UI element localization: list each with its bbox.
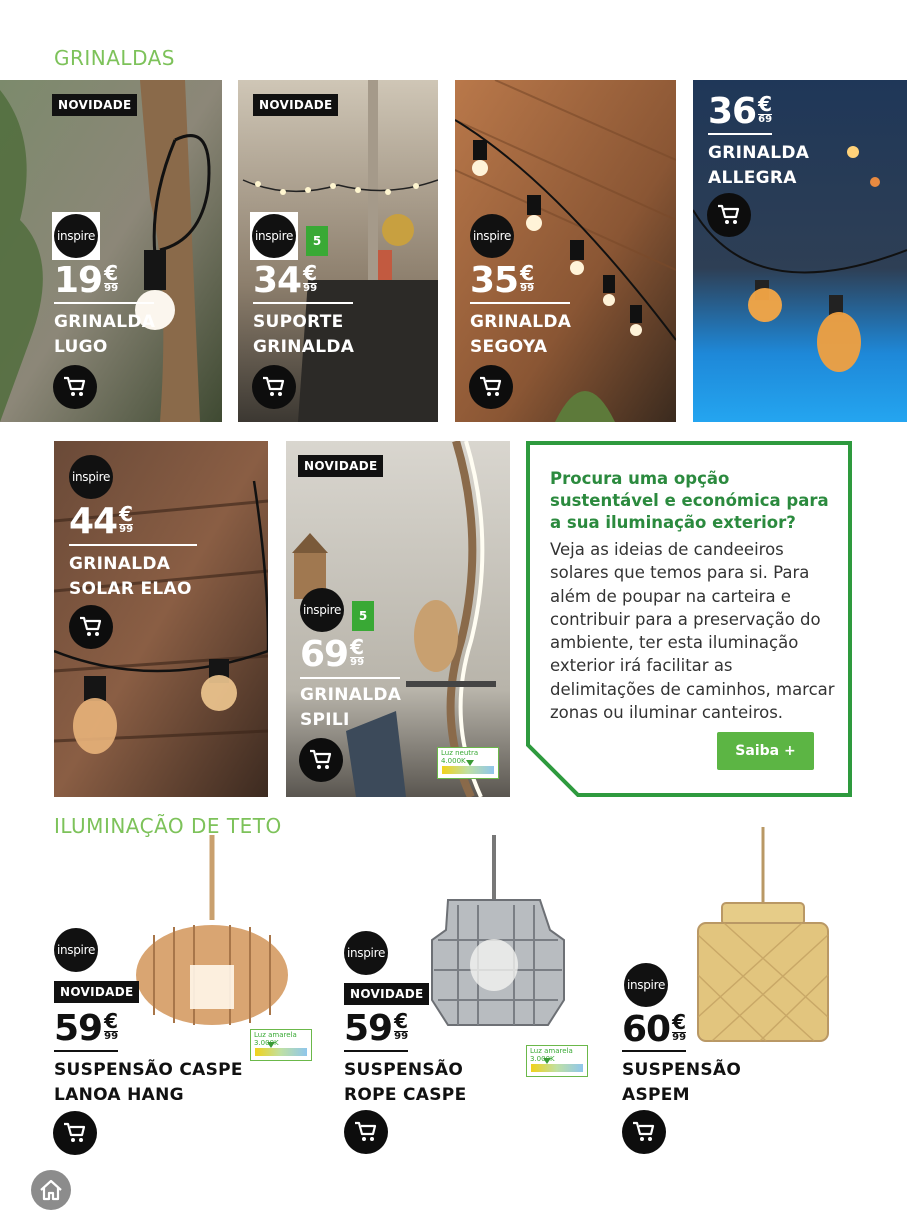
price-divider [344, 1050, 408, 1052]
product-card-lugo[interactable] [0, 80, 222, 422]
light-label-neutral: Luz neutra 4.000K [437, 747, 499, 779]
price-spili: 69 € 99 [300, 634, 365, 675]
product-name-caspe-lanoa: SUSPENSÃO CASPE LANOA HANG [54, 1060, 243, 1105]
product-photo-lugo [0, 80, 222, 422]
inspire-icon: inspire [54, 928, 98, 972]
add-to-cart-button-segoya[interactable] [469, 365, 513, 409]
inspire-logo [250, 212, 298, 260]
price-divider [622, 1050, 686, 1052]
inspire-icon: inspire [300, 588, 344, 632]
novidade-badge: NOVIDADE [54, 981, 139, 1003]
novidade-badge: NOVIDADE [253, 94, 338, 116]
product-card-aspem[interactable] [618, 825, 848, 1160]
inspire-icon: inspire [470, 214, 514, 258]
product-card-caspe-lanoa[interactable] [50, 835, 320, 1160]
novidade-badge: NOVIDADE [298, 455, 383, 477]
add-to-cart-button-allegra[interactable] [707, 193, 751, 237]
price-suporte: 34 € 99 [253, 260, 318, 301]
product-card-allegra[interactable] [693, 80, 907, 422]
product-name-elao: GRINALDA SOLAR ELAO [69, 554, 192, 599]
cart-icon [79, 616, 103, 638]
product-name-segoya: GRINALDA SEGOYA [470, 312, 572, 357]
cart-icon [309, 749, 333, 771]
product-card-elao[interactable] [54, 441, 268, 797]
inspire-icon: inspire [624, 963, 668, 1007]
cart-icon [479, 376, 503, 398]
saiba-mais-button[interactable]: Saiba + [717, 732, 814, 770]
product-card-suporte[interactable] [238, 80, 438, 422]
product-name-spili: GRINALDA SPILI [300, 685, 402, 730]
add-to-cart-button-lugo[interactable] [53, 365, 97, 409]
price-cents: 99 [104, 283, 119, 294]
inspire-icon: inspire [54, 214, 98, 258]
price-divider [253, 302, 353, 304]
cart-icon [354, 1121, 378, 1143]
price-rope-caspe: 59 € 99 [344, 1008, 409, 1049]
price-divider [470, 302, 570, 304]
price-divider [300, 677, 400, 679]
product-card-segoya[interactable] [455, 80, 676, 422]
price-divider [54, 302, 154, 304]
product-card-spili[interactable] [286, 441, 510, 797]
add-to-cart-button-suporte[interactable] [252, 365, 296, 409]
price-divider [69, 544, 197, 546]
inspire-icon: inspire [344, 931, 388, 975]
inspire-logo [52, 212, 100, 260]
info-title: Procura uma opção sustentável e económica para a sua iluminação exterior? [550, 469, 829, 532]
add-to-cart-button-spili[interactable] [299, 738, 343, 782]
add-to-cart-button-caspe-lanoa[interactable] [53, 1111, 97, 1155]
warranty-5-years-badge: 5 [306, 226, 328, 256]
price-int: 19 [54, 260, 103, 301]
product-name-rope-caspe: SUSPENSÃO ROPE CASPE [344, 1060, 467, 1105]
home-icon [38, 1178, 64, 1202]
novidade-badge: NOVIDADE [344, 983, 429, 1005]
inspire-icon: inspire [69, 455, 113, 499]
add-to-cart-button-rope-caspe[interactable] [344, 1110, 388, 1154]
section-title-ceiling: ILUMINAÇÃO DE TETO [54, 814, 282, 838]
product-photo-caspe-lanoa [134, 835, 290, 1030]
product-photo-aspem [694, 825, 832, 1047]
cart-icon [262, 376, 286, 398]
novidade-badge: NOVIDADE [52, 94, 137, 116]
light-label-yellow: Luz amarela 3.000K [526, 1045, 588, 1077]
cart-icon [63, 1122, 87, 1144]
euro-sign: € [104, 261, 119, 285]
product-name-lugo: GRINALDA LUGO [54, 312, 156, 357]
price-divider [708, 133, 772, 135]
product-card-rope-caspe[interactable] [340, 830, 600, 1160]
price-caspe-lanoa: 59 € 99 [54, 1008, 119, 1049]
price-allegra: 36 € 69 [708, 91, 773, 132]
price-segoya: 35 € 99 [470, 260, 535, 301]
product-name-allegra: GRINALDA ALLEGRA [708, 143, 810, 188]
price-divider [54, 1050, 118, 1052]
home-button[interactable] [31, 1170, 71, 1210]
price-elao: 44 € 99 [69, 501, 134, 542]
product-name-aspem: SUSPENSÃO ASPEM [622, 1060, 742, 1105]
price-aspem: 60 € 99 [622, 1009, 687, 1050]
cart-icon [63, 376, 87, 398]
info-body: Veja as ideias de candeeiros solares que temos para si. Para além de poupar na carteira e contribuir para a preservação do ambiente, ter esta iluminação exterior irá facilitar as delimitações de caminhos, marcar zonas ou iluminar canteiros. [550, 540, 835, 723]
cart-icon [717, 204, 741, 226]
cart-icon [632, 1121, 656, 1143]
warranty-5-years-badge: 5 [352, 601, 374, 631]
add-to-cart-button-aspem[interactable] [622, 1110, 666, 1154]
section-title-garlands: GRINALDAS [54, 46, 176, 70]
product-photo-rope-caspe [428, 830, 568, 1042]
add-to-cart-button-elao[interactable] [69, 605, 113, 649]
light-label-yellow: Luz amarela 3.000K [250, 1029, 312, 1061]
price-lugo [54, 260, 119, 301]
product-name-suporte: SUPORTE GRINALDA [253, 312, 355, 357]
inspire-icon: inspire [252, 214, 296, 258]
